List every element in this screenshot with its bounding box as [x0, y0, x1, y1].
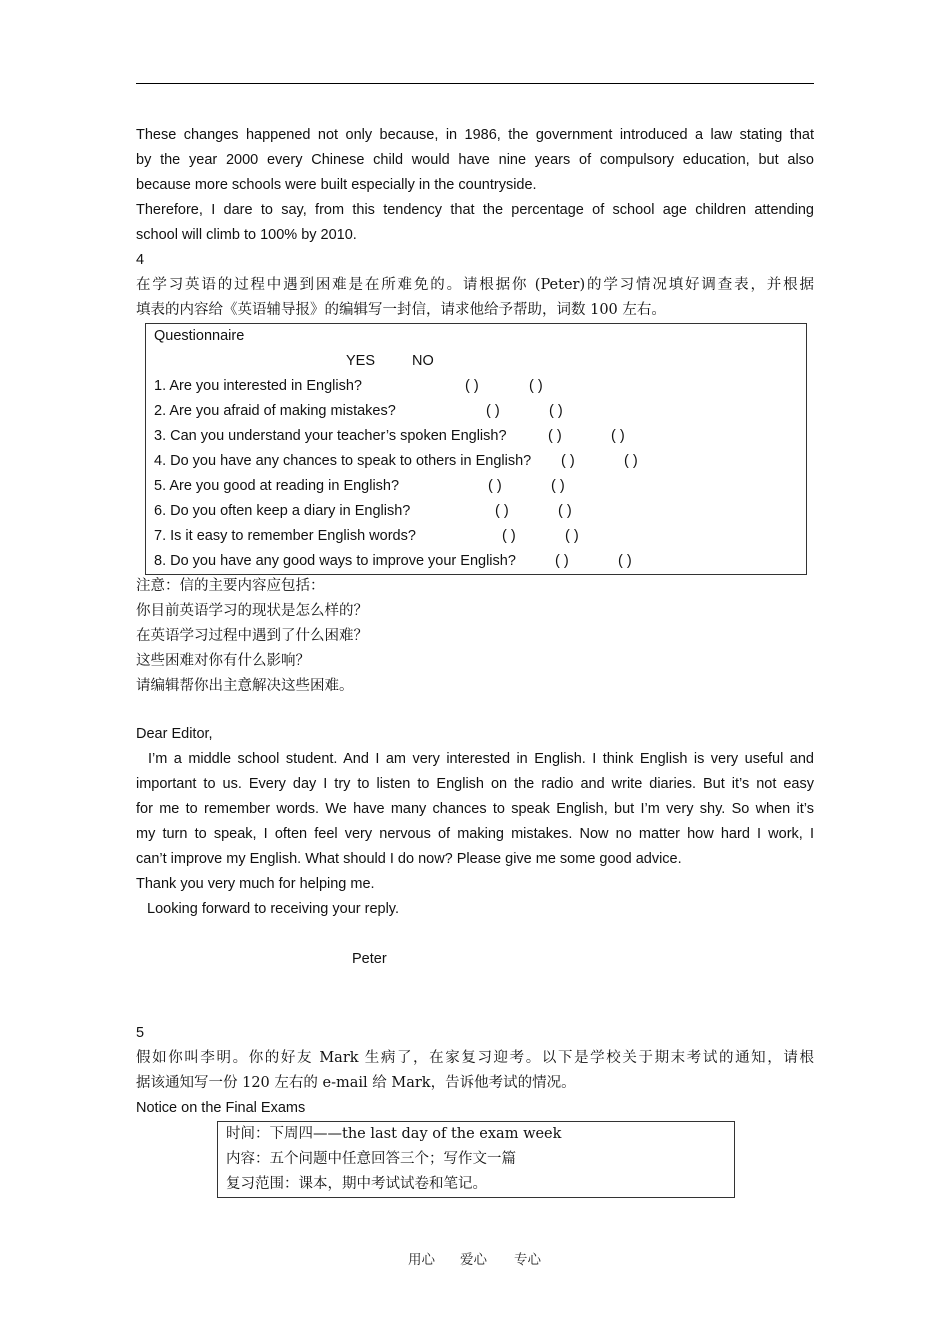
footer-text: 用心 — [408, 1252, 435, 1268]
question-row — [154, 374, 794, 399]
yes-header: YES — [346, 353, 376, 369]
task-prompt: 假如你叫李明。你的好友 Mark 生病了，在家复习迎考。以下是学校关于期末考试的通知，请根 — [136, 1050, 814, 1066]
no-checkbox[interactable]: ( ) — [551, 478, 565, 494]
question-text: 5. Are you good at reading in English? — [154, 478, 400, 494]
paragraph-line: These changes happened not only because, in 1986, the government introduced a law stating that — [136, 127, 814, 143]
questionnaire-title: Questionnaire — [154, 328, 245, 344]
task-prompt: 在学习英语的过程中遇到困难是在所难免的。请根据你 (Peter)的学习情况填好调查表，并根据 — [136, 277, 814, 293]
no-checkbox[interactable]: ( ) — [529, 378, 543, 394]
yes-checkbox[interactable]: ( ) — [548, 428, 562, 444]
task-prompt: 据该通知写一份 120 左右的 e-mail 给 Mark，告诉他考试的情况。 — [136, 1075, 576, 1091]
yes-checkbox[interactable]: ( ) — [465, 378, 479, 394]
note-line: 这些困难对你有什么影响？ — [136, 653, 310, 669]
letter-body-line: can’t improve my English. What should I do now? Please give me some good advice. — [136, 851, 682, 867]
question-text: 3. Can you understand your teacher’s spoken English? — [154, 428, 507, 444]
note-line: 请编辑帮你出主意解决这些困难。 — [136, 678, 354, 694]
notice-title: Notice on the Final Exams — [136, 1100, 306, 1116]
task-number: 5 — [136, 1025, 145, 1041]
questionnaire-box — [145, 323, 807, 575]
question-text: 1. Are you interested in English? — [154, 378, 362, 394]
letter-salutation: Dear Editor, — [136, 726, 213, 742]
footer-text: 爱心 — [460, 1252, 487, 1268]
question-text: 8. Do you have any good ways to improve your English? — [154, 553, 516, 569]
notice-row: 复习范围：课本，期中考试试卷和笔记。 — [226, 1176, 487, 1192]
question-text: 2. Are you afraid of making mistakes? — [154, 403, 396, 419]
letter-body-line: I’m a middle school student. And I am very interested in English. I think English is very useful and — [148, 751, 814, 767]
yes-checkbox[interactable]: ( ) — [555, 553, 569, 569]
question-row — [154, 424, 794, 449]
question-row — [154, 399, 794, 424]
paragraph-line: because more schools were built especially in the countryside. — [136, 177, 537, 193]
note-line: 你目前英语学习的现状是怎么样的？ — [136, 603, 368, 619]
notice-row: 时间：下周四——the last day of the exam week — [226, 1126, 562, 1142]
letter-body-line: important to us. Every day I try to listen to English on the radio and write diaries. But it’s not easy — [136, 776, 814, 792]
letter-body-line: for me to remember words. We have many chances to speak English, but I’m very shy. So when it’s — [136, 801, 814, 817]
paragraph-line: school will climb to 100% by 2010. — [136, 227, 357, 243]
letter-body-line: my turn to speak, I often feel very nervous of making mistakes. Now no matter how hard I work, I — [136, 826, 814, 842]
yes-checkbox[interactable]: ( ) — [488, 478, 502, 494]
no-header: NO — [412, 353, 434, 369]
no-checkbox[interactable]: ( ) — [549, 403, 563, 419]
question-text: 6. Do you often keep a diary in English? — [154, 503, 411, 519]
note-line: 注意：信的主要内容应包括： — [136, 578, 325, 594]
question-row — [154, 474, 794, 499]
question-row — [154, 549, 794, 574]
paragraph-line: by the year 2000 every Chinese child would have nine years of compulsory education, but also — [136, 152, 814, 168]
paragraph-line: Therefore, I dare to say, from this tendency that the percentage of school age children attending — [136, 202, 814, 218]
letter-thanks: Thank you very much for helping me. — [136, 876, 375, 892]
letter-signature: Peter — [352, 951, 387, 967]
notice-box — [217, 1121, 735, 1198]
notice-row: 内容：五个问题中任意回答三个；写作文一篇 — [226, 1151, 516, 1167]
yes-checkbox[interactable]: ( ) — [502, 528, 516, 544]
footer-text: 专心 — [514, 1252, 541, 1268]
no-checkbox[interactable]: ( ) — [611, 428, 625, 444]
question-row — [154, 449, 794, 474]
header-rule — [136, 83, 814, 84]
letter-closing: Looking forward to receiving your reply. — [147, 901, 399, 917]
no-checkbox[interactable]: ( ) — [565, 528, 579, 544]
task-number: 4 — [136, 252, 145, 268]
yes-checkbox[interactable]: ( ) — [561, 453, 575, 469]
question-row — [154, 524, 794, 549]
note-line: 在英语学习过程中遇到了什么困难？ — [136, 628, 368, 644]
question-row — [154, 499, 794, 524]
question-text: 4. Do you have any chances to speak to others in English? — [154, 453, 532, 469]
yes-checkbox[interactable]: ( ) — [495, 503, 509, 519]
question-text: 7. Is it easy to remember English words? — [154, 528, 416, 544]
yes-checkbox[interactable]: ( ) — [486, 403, 500, 419]
no-checkbox[interactable]: ( ) — [618, 553, 632, 569]
no-checkbox[interactable]: ( ) — [558, 503, 572, 519]
task-prompt: 填表的内容给《英语辅导报》的编辑写一封信，请求他给予帮助，词数 100 左右。 — [136, 302, 666, 318]
no-checkbox[interactable]: ( ) — [624, 453, 638, 469]
